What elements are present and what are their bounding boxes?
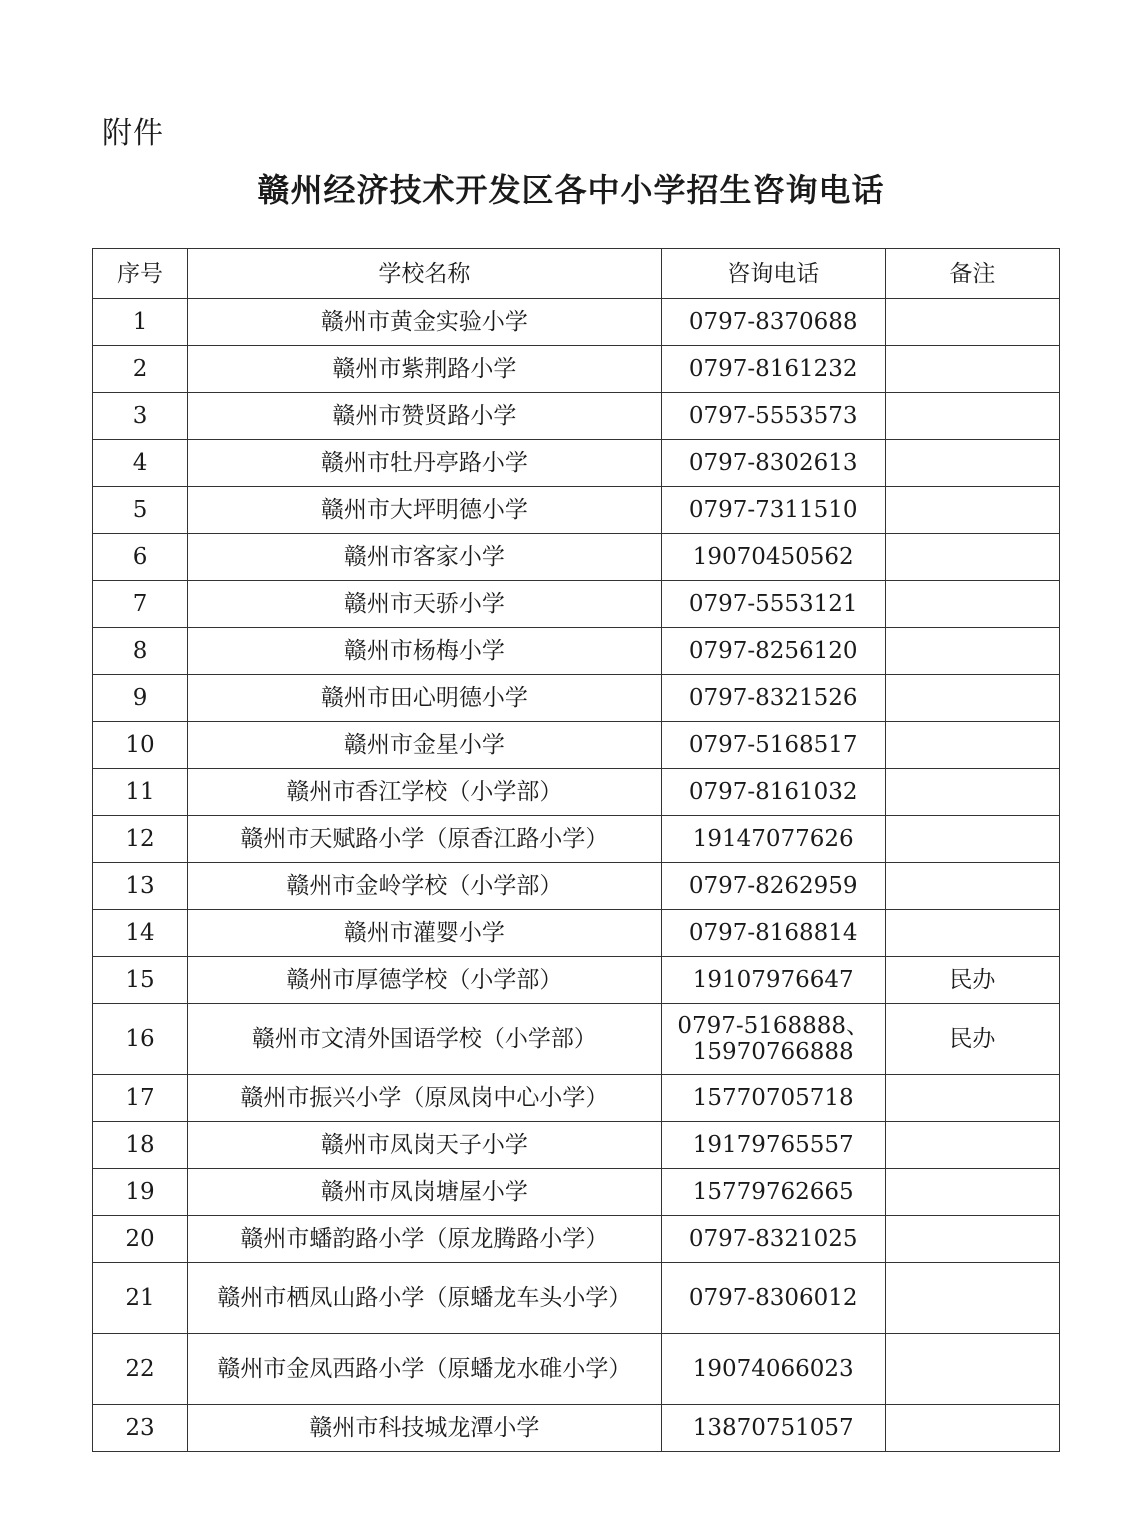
table-row bbox=[93, 1405, 1060, 1452]
row-number: 13 bbox=[93, 863, 188, 910]
phone-number bbox=[661, 487, 885, 534]
header-school-name: 学校名称 bbox=[188, 249, 661, 299]
remark bbox=[885, 769, 1059, 816]
table-row bbox=[93, 769, 1060, 816]
table-row bbox=[93, 675, 1060, 722]
phone-line: 0797-8256120 bbox=[688, 638, 858, 664]
school-name: 赣州市文清外国语学校（小学部） bbox=[188, 1004, 661, 1075]
remark: 民办 bbox=[885, 957, 1059, 1004]
phone-line: 0797-5553121 bbox=[688, 591, 858, 617]
phone-line: 0797-8161032 bbox=[688, 779, 858, 805]
phone-line: 19107976647 bbox=[692, 967, 854, 993]
header-phone: 咨询电话 bbox=[661, 249, 885, 299]
table-row bbox=[93, 440, 1060, 487]
header-no: 序号 bbox=[93, 249, 188, 299]
table-row bbox=[93, 628, 1060, 675]
phone-number bbox=[661, 393, 885, 440]
table-row bbox=[93, 1263, 1060, 1334]
row-number: 7 bbox=[93, 581, 188, 628]
phone-number bbox=[661, 1405, 885, 1452]
phone-line: 0797-8302613 bbox=[688, 450, 858, 476]
remark bbox=[885, 1263, 1059, 1334]
phone-line: 15770705718 bbox=[692, 1085, 854, 1111]
school-name: 赣州市厚德学校（小学部） bbox=[188, 957, 661, 1004]
table-row bbox=[93, 487, 1060, 534]
school-name: 赣州市金星小学 bbox=[188, 722, 661, 769]
row-number: 9 bbox=[93, 675, 188, 722]
school-name: 赣州市金凤西路小学（原蟠龙水碓小学） bbox=[188, 1334, 661, 1405]
phone-number bbox=[661, 1334, 885, 1405]
row-number: 11 bbox=[93, 769, 188, 816]
school-name: 赣州市科技城龙潭小学 bbox=[188, 1405, 661, 1452]
phone-number bbox=[661, 534, 885, 581]
row-number: 19 bbox=[93, 1169, 188, 1216]
school-name: 赣州市牡丹亭路小学 bbox=[188, 440, 661, 487]
remark bbox=[885, 722, 1059, 769]
phone-number bbox=[661, 440, 885, 487]
phone-line: 0797-5168517 bbox=[688, 732, 858, 758]
table-row bbox=[93, 1216, 1060, 1263]
remark bbox=[885, 1216, 1059, 1263]
row-number: 8 bbox=[93, 628, 188, 675]
phone-line: 19070450562 bbox=[692, 544, 854, 570]
phone-number bbox=[661, 628, 885, 675]
remark bbox=[885, 910, 1059, 957]
table-row bbox=[93, 299, 1060, 346]
phone-line: 0797-8262959 bbox=[688, 873, 858, 899]
row-number: 16 bbox=[93, 1004, 188, 1075]
table-row bbox=[93, 1334, 1060, 1405]
school-name: 赣州市栖凤山路小学（原蟠龙车头小学） bbox=[188, 1263, 661, 1334]
school-name: 赣州市黄金实验小学 bbox=[188, 299, 661, 346]
row-number: 20 bbox=[93, 1216, 188, 1263]
school-name: 赣州市灌婴小学 bbox=[188, 910, 661, 957]
school-name: 赣州市凤岗天子小学 bbox=[188, 1122, 661, 1169]
phone-number bbox=[661, 769, 885, 816]
phone-line: 0797-7311510 bbox=[688, 497, 858, 523]
attachment-label: 附件 bbox=[102, 116, 164, 151]
phone-line: 0797-8306012 bbox=[688, 1285, 858, 1311]
phone-number bbox=[661, 722, 885, 769]
row-number: 10 bbox=[93, 722, 188, 769]
remark bbox=[885, 1122, 1059, 1169]
phone-line: 0797-8161232 bbox=[688, 356, 858, 382]
row-number: 12 bbox=[93, 816, 188, 863]
phone-number bbox=[661, 1075, 885, 1122]
remark bbox=[885, 628, 1059, 675]
school-name: 赣州市金岭学校（小学部） bbox=[188, 863, 661, 910]
school-name: 赣州市杨梅小学 bbox=[188, 628, 661, 675]
phone-line: 0797-5168888、 bbox=[677, 1013, 870, 1039]
school-name: 赣州市田心明德小学 bbox=[188, 675, 661, 722]
phone-line: 15970766888 bbox=[692, 1039, 854, 1065]
row-number: 17 bbox=[93, 1075, 188, 1122]
school-name: 赣州市赞贤路小学 bbox=[188, 393, 661, 440]
remark bbox=[885, 487, 1059, 534]
table-body bbox=[93, 299, 1060, 1452]
school-name: 赣州市振兴小学（原凤岗中心小学） bbox=[188, 1075, 661, 1122]
remark bbox=[885, 299, 1059, 346]
row-number: 15 bbox=[93, 957, 188, 1004]
row-number: 5 bbox=[93, 487, 188, 534]
remark bbox=[885, 1169, 1059, 1216]
remark bbox=[885, 863, 1059, 910]
row-number: 6 bbox=[93, 534, 188, 581]
school-name: 赣州市紫荆路小学 bbox=[188, 346, 661, 393]
remark bbox=[885, 1334, 1059, 1405]
table-row bbox=[93, 346, 1060, 393]
phone-number bbox=[661, 957, 885, 1004]
table-row bbox=[93, 910, 1060, 957]
phone-number bbox=[661, 1004, 885, 1075]
table-row bbox=[93, 722, 1060, 769]
row-number: 18 bbox=[93, 1122, 188, 1169]
table-row bbox=[93, 1004, 1060, 1075]
phone-line: 0797-8321526 bbox=[688, 685, 858, 711]
phone-number bbox=[661, 816, 885, 863]
phone-line: 19074066023 bbox=[692, 1356, 854, 1382]
row-number: 22 bbox=[93, 1334, 188, 1405]
row-number: 23 bbox=[93, 1405, 188, 1452]
remark: 民办 bbox=[885, 1004, 1059, 1075]
school-name: 赣州市香江学校（小学部） bbox=[188, 769, 661, 816]
table-row bbox=[93, 1075, 1060, 1122]
header-remark: 备注 bbox=[885, 249, 1059, 299]
row-number: 2 bbox=[93, 346, 188, 393]
remark bbox=[885, 816, 1059, 863]
phone-line: 0797-5553573 bbox=[688, 403, 858, 429]
phone-line: 0797-8168814 bbox=[688, 920, 858, 946]
school-name: 赣州市大坪明德小学 bbox=[188, 487, 661, 534]
table-row bbox=[93, 1169, 1060, 1216]
phone-number bbox=[661, 863, 885, 910]
phone-number bbox=[661, 1263, 885, 1334]
phone-line: 13870751057 bbox=[692, 1415, 854, 1441]
phone-number bbox=[661, 675, 885, 722]
row-number: 4 bbox=[93, 440, 188, 487]
phone-line: 0797-8370688 bbox=[688, 309, 858, 335]
row-number: 1 bbox=[93, 299, 188, 346]
table-row bbox=[93, 957, 1060, 1004]
row-number: 3 bbox=[93, 393, 188, 440]
phone-number bbox=[661, 1169, 885, 1216]
table-row bbox=[93, 1122, 1060, 1169]
remark bbox=[885, 675, 1059, 722]
row-number: 21 bbox=[93, 1263, 188, 1334]
table-row bbox=[93, 581, 1060, 628]
phone-line: 0797-8321025 bbox=[688, 1226, 858, 1252]
table-row bbox=[93, 816, 1060, 863]
remark bbox=[885, 581, 1059, 628]
document-title: 赣州经济技术开发区各中小学招生咨询电话 bbox=[257, 171, 885, 209]
phone-line: 15779762665 bbox=[692, 1179, 854, 1205]
school-name: 赣州市天骄小学 bbox=[188, 581, 661, 628]
remark bbox=[885, 534, 1059, 581]
phone-line: 19179765557 bbox=[692, 1132, 854, 1158]
phone-number bbox=[661, 910, 885, 957]
phone-line: 19147077626 bbox=[692, 826, 854, 852]
table-row bbox=[93, 534, 1060, 581]
school-name: 赣州市凤岗塘屋小学 bbox=[188, 1169, 661, 1216]
remark bbox=[885, 1405, 1059, 1452]
school-name: 赣州市客家小学 bbox=[188, 534, 661, 581]
table-row bbox=[93, 863, 1060, 910]
table-row bbox=[93, 393, 1060, 440]
phone-number bbox=[661, 346, 885, 393]
phone-number bbox=[661, 1122, 885, 1169]
phone-number bbox=[661, 1216, 885, 1263]
row-number: 14 bbox=[93, 910, 188, 957]
school-name: 赣州市蟠韵路小学（原龙腾路小学） bbox=[188, 1216, 661, 1263]
remark bbox=[885, 440, 1059, 487]
table-header-row bbox=[93, 249, 1060, 299]
remark bbox=[885, 346, 1059, 393]
school-contact-table bbox=[92, 248, 1060, 1452]
school-name: 赣州市天赋路小学（原香江路小学） bbox=[188, 816, 661, 863]
phone-number bbox=[661, 299, 885, 346]
remark bbox=[885, 1075, 1059, 1122]
remark bbox=[885, 393, 1059, 440]
phone-number bbox=[661, 581, 885, 628]
